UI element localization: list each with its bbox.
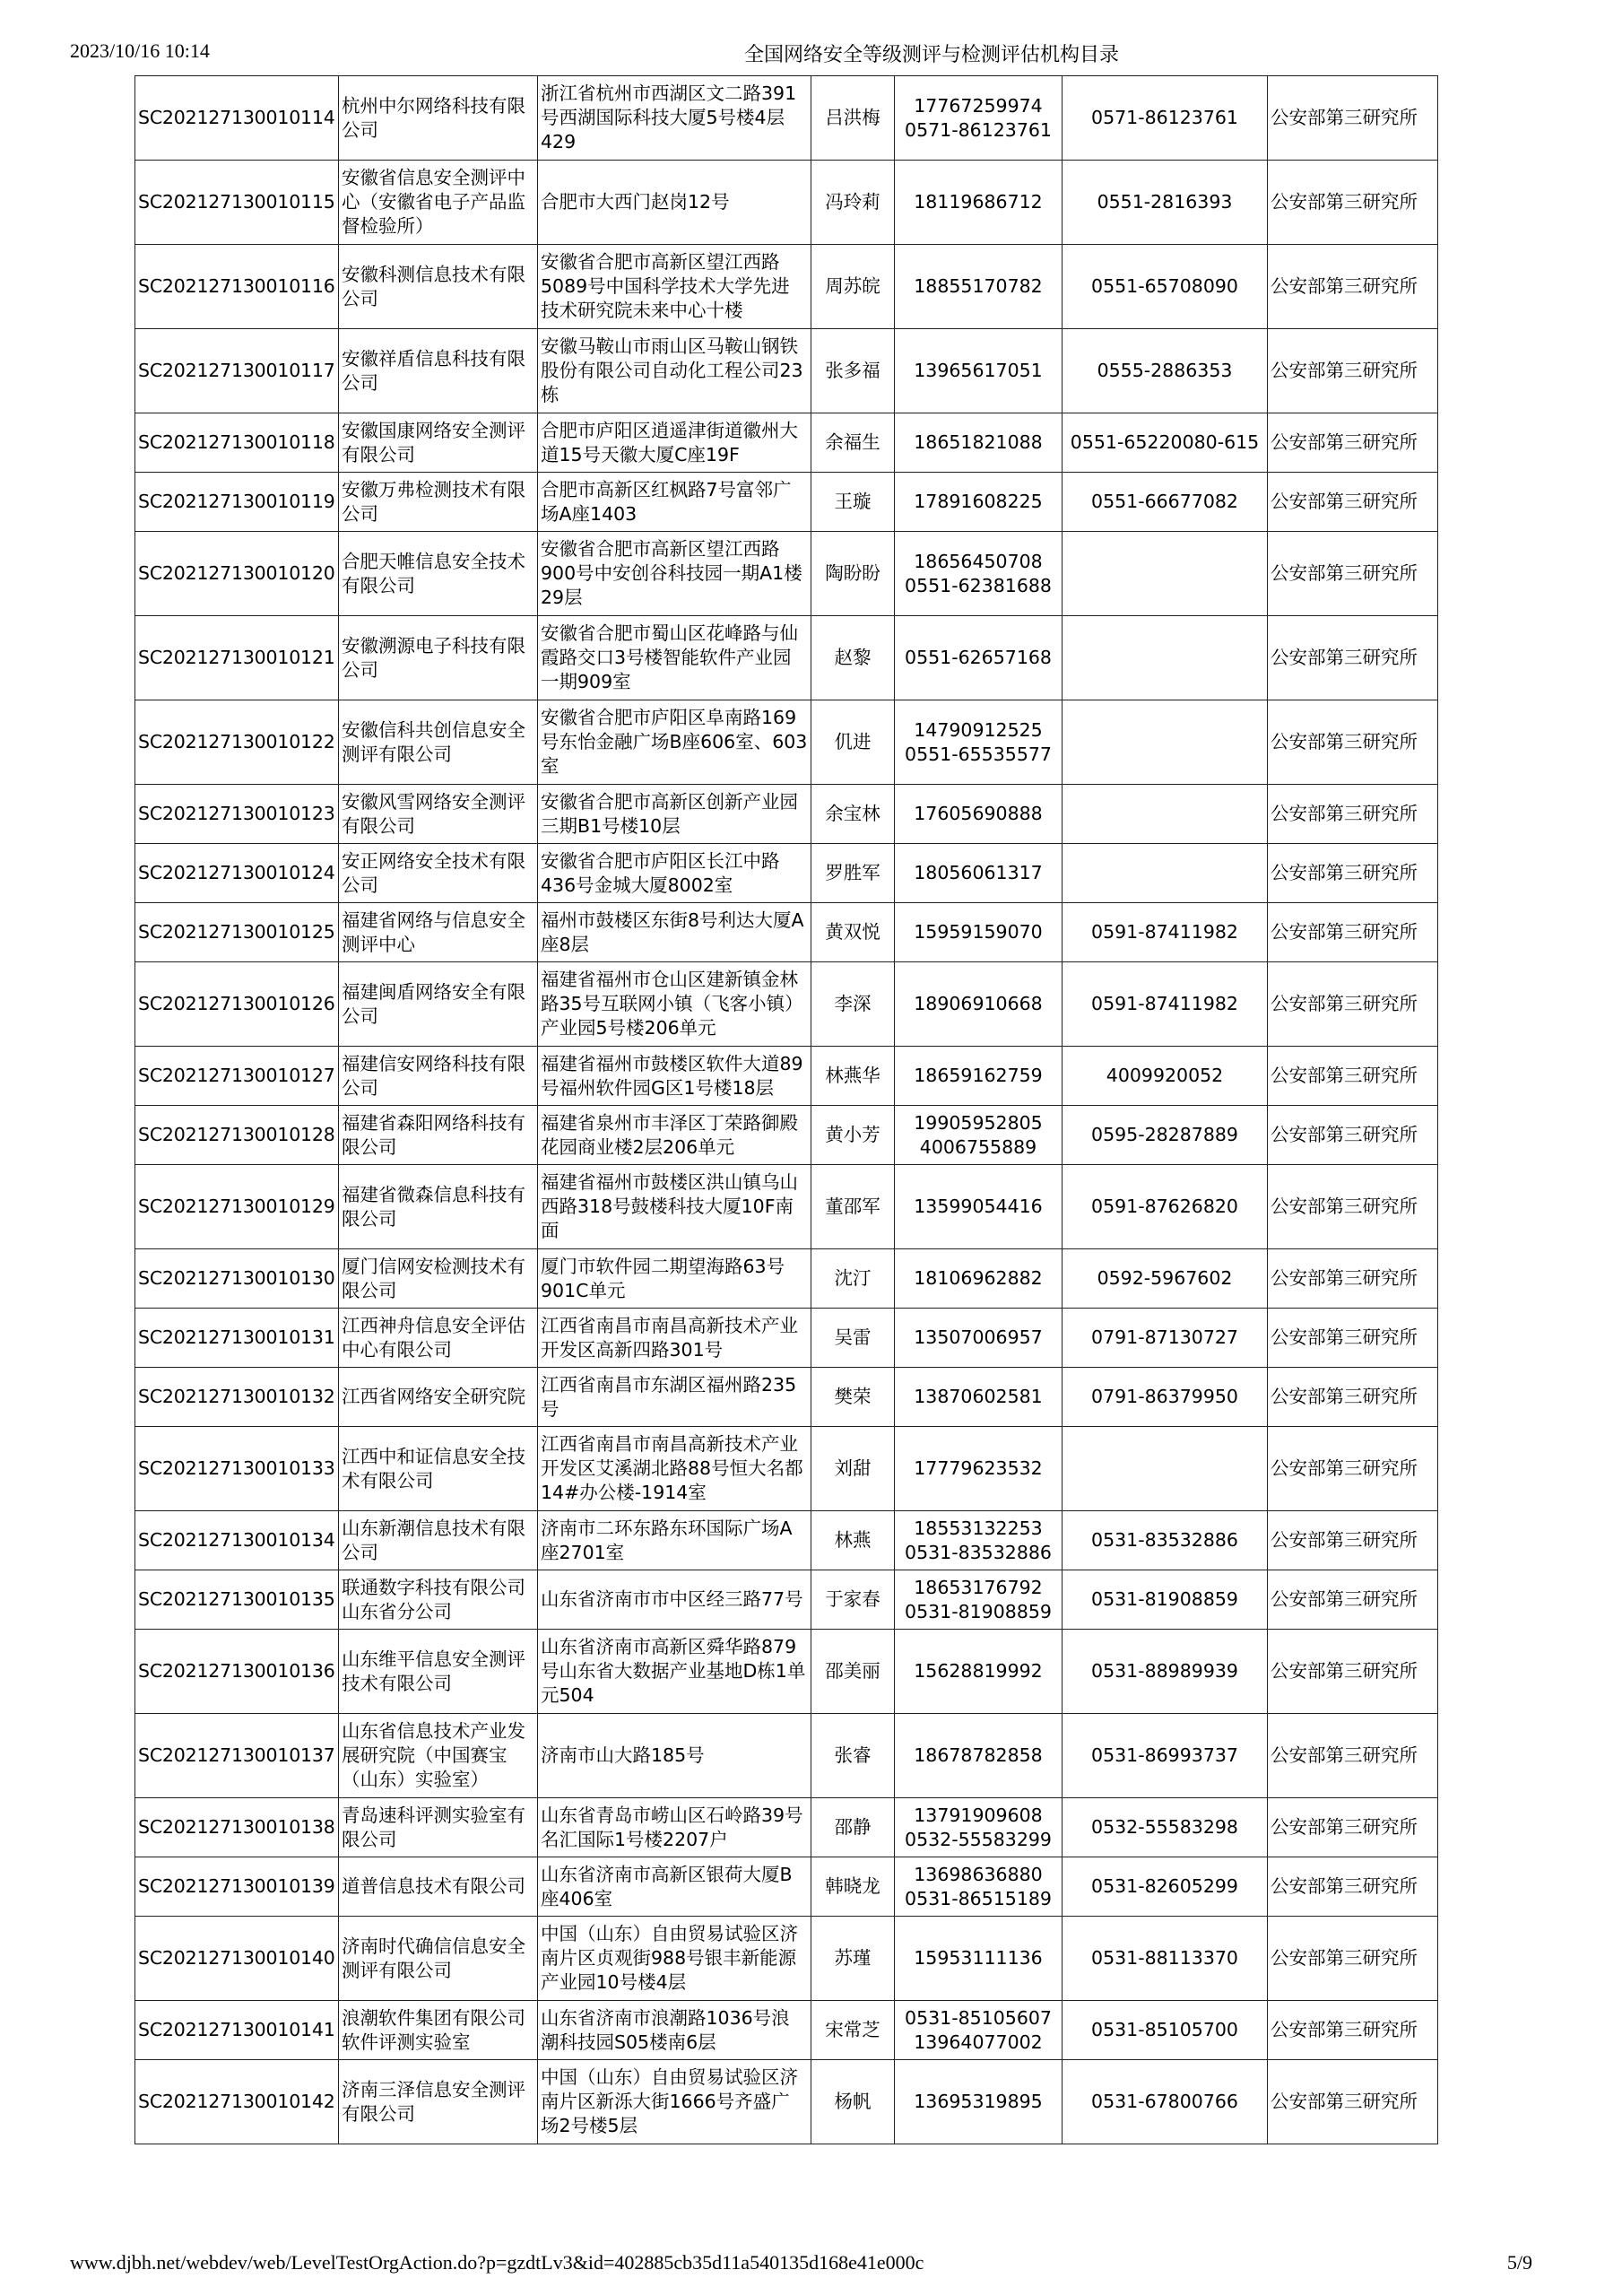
organization-name: 合肥天帷信息安全技术有限公司 — [339, 532, 538, 616]
table-row — [135, 700, 1438, 785]
office-telephone: 0551-66677082 — [1063, 473, 1268, 532]
organization-address: 济南市二环东路东环国际广场A座2701室 — [538, 1511, 811, 1570]
organization-address: 福建省福州市鼓楼区洪山镇乌山西路318号鼓楼科技大厦10F南面 — [538, 1165, 811, 1249]
table-row — [135, 616, 1438, 700]
record-code: SC202127130010137 — [135, 1714, 339, 1798]
supervising-department: 公安部第三研究所 — [1268, 785, 1438, 844]
contact-phone — [895, 473, 1063, 532]
supervising-department: 公安部第三研究所 — [1268, 532, 1438, 616]
organization-name: 福建省微森信息科技有限公司 — [339, 1165, 538, 1249]
organization-name: 福建闽盾网络安全有限公司 — [339, 962, 538, 1047]
organization-address: 合肥市高新区红枫路7号富邻广场A座1403 — [538, 473, 811, 532]
record-code: SC202127130010136 — [135, 1630, 339, 1714]
contact-person: 邵美丽 — [811, 1630, 895, 1714]
contact-person: 赵黎 — [811, 616, 895, 700]
office-telephone: 0551-65708090 — [1063, 245, 1268, 329]
table-row — [135, 1165, 1438, 1249]
supervising-department: 公安部第三研究所 — [1268, 76, 1438, 161]
phone-number: 18855170782 — [914, 275, 1043, 297]
contact-person: 吴雷 — [811, 1309, 895, 1368]
organization-name: 福建省网络与信息安全测评中心 — [339, 903, 538, 962]
organization-address: 江西省南昌市南昌高新技术产业开发区高新四路301号 — [538, 1309, 811, 1368]
contact-person: 张睿 — [811, 1714, 895, 1798]
contact-phone — [895, 844, 1063, 903]
organization-name: 杭州中尔网络科技有限公司 — [339, 76, 538, 161]
organization-address: 江西省南昌市南昌高新技术产业开发区艾溪湖北路88号恒大名都14#办公楼-1914室 — [538, 1427, 811, 1511]
record-code: SC202127130010135 — [135, 1570, 339, 1630]
contact-phone — [895, 2001, 1063, 2060]
phone-number: 18659162759 — [914, 1065, 1043, 1086]
contact-person: 王璇 — [811, 473, 895, 532]
contact-person: 林燕 — [811, 1511, 895, 1570]
table-row — [135, 1917, 1438, 2001]
phone-number: 0551-62657168 — [905, 647, 1052, 668]
organization-address: 合肥市大西门赵岗12号 — [538, 161, 811, 245]
record-code: SC202127130010132 — [135, 1368, 339, 1427]
organization-name: 安徽省信息安全测评中心（安徽省电子产品监督检验所） — [339, 161, 538, 245]
organization-address: 安徽省合肥市庐阳区长江中路436号金城大厦8002室 — [538, 844, 811, 903]
contact-person: 李深 — [811, 962, 895, 1047]
phone-number: 13698636880 — [914, 1863, 1043, 1885]
phone-number: 15628819992 — [914, 1660, 1043, 1682]
organization-name: 山东省信息技术产业发展研究院（中国赛宝（山东）实验室） — [339, 1714, 538, 1798]
contact-phone — [895, 1106, 1063, 1165]
organization-address: 安徽省合肥市高新区创新产业园三期B1号楼10层 — [538, 785, 811, 844]
table-row — [135, 1714, 1438, 1798]
table-row — [135, 1630, 1438, 1714]
contact-person: 余福生 — [811, 413, 895, 473]
office-telephone — [1063, 785, 1268, 844]
office-telephone: 0531-83532886 — [1063, 1511, 1268, 1570]
supervising-department: 公安部第三研究所 — [1268, 1714, 1438, 1798]
organization-name: 安徽万弗检测技术有限公司 — [339, 473, 538, 532]
office-telephone: 0551-65220080-615 — [1063, 413, 1268, 473]
phone-number: 13507006957 — [914, 1326, 1043, 1348]
supervising-department: 公安部第三研究所 — [1268, 700, 1438, 785]
phone-number: 18906910668 — [914, 993, 1043, 1014]
record-code: SC202127130010127 — [135, 1047, 339, 1106]
table-row — [135, 1427, 1438, 1511]
phone-number: 13599054416 — [914, 1196, 1043, 1217]
organization-name: 山东维平信息安全测评技术有限公司 — [339, 1630, 538, 1714]
contact-phone — [895, 1249, 1063, 1309]
organization-address: 山东省青岛市崂山区石岭路39号名汇国际1号楼2207户 — [538, 1798, 811, 1857]
organization-address: 山东省济南市浪潮路1036号浪潮科技园S05楼南6层 — [538, 2001, 811, 2060]
table-row — [135, 2001, 1438, 2060]
office-telephone — [1063, 844, 1268, 903]
contact-phone — [895, 903, 1063, 962]
record-code: SC202127130010140 — [135, 1917, 339, 2001]
organization-table — [134, 75, 1438, 2144]
record-code: SC202127130010116 — [135, 245, 339, 329]
table-row — [135, 245, 1438, 329]
record-code: SC202127130010131 — [135, 1309, 339, 1368]
supervising-department: 公安部第三研究所 — [1268, 329, 1438, 413]
supervising-department: 公安部第三研究所 — [1268, 1511, 1438, 1570]
office-telephone: 0595-28287889 — [1063, 1106, 1268, 1165]
organization-name: 江西中和证信息安全技术有限公司 — [339, 1427, 538, 1511]
record-code: SC202127130010120 — [135, 532, 339, 616]
contact-phone — [895, 1630, 1063, 1714]
supervising-department: 公安部第三研究所 — [1268, 1798, 1438, 1857]
phone-number: 18678782858 — [914, 1744, 1043, 1766]
contact-phone — [895, 616, 1063, 700]
record-code: SC202127130010117 — [135, 329, 339, 413]
contact-phone — [895, 1798, 1063, 1857]
table-row — [135, 1570, 1438, 1630]
record-code: SC202127130010119 — [135, 473, 339, 532]
organization-address: 安徽马鞍山市雨山区马鞍山钢铁股份有限公司自动化工程公司23栋 — [538, 329, 811, 413]
phone-number: 17779623532 — [914, 1457, 1043, 1479]
office-telephone: 0531-67800766 — [1063, 2060, 1268, 2144]
record-code: SC202127130010133 — [135, 1427, 339, 1511]
contact-person: 周苏皖 — [811, 245, 895, 329]
contact-person: 邵静 — [811, 1798, 895, 1857]
organization-name: 山东新潮信息技术有限公司 — [339, 1511, 538, 1570]
organization-address: 济南市山大路185号 — [538, 1714, 811, 1798]
record-code: SC202127130010125 — [135, 903, 339, 962]
office-telephone: 0531-88113370 — [1063, 1917, 1268, 2001]
contact-person: 于家春 — [811, 1570, 895, 1630]
table-row — [135, 1106, 1438, 1165]
supervising-department: 公安部第三研究所 — [1268, 616, 1438, 700]
supervising-department: 公安部第三研究所 — [1268, 161, 1438, 245]
record-code: SC202127130010134 — [135, 1511, 339, 1570]
supervising-department: 公安部第三研究所 — [1268, 1917, 1438, 2001]
supervising-department: 公安部第三研究所 — [1268, 1368, 1438, 1427]
supervising-department: 公安部第三研究所 — [1268, 1857, 1438, 1917]
supervising-department: 公安部第三研究所 — [1268, 1165, 1438, 1249]
organization-name: 安正网络安全技术有限公司 — [339, 844, 538, 903]
organization-address: 安徽省合肥市高新区望江西路5089号中国科学技术大学先进技术研究院未来中心十楼 — [538, 245, 811, 329]
contact-person: 董邵军 — [811, 1165, 895, 1249]
organization-name: 安徽信科共创信息安全测评有限公司 — [339, 700, 538, 785]
supervising-department: 公安部第三研究所 — [1268, 962, 1438, 1047]
organization-name: 浪潮软件集团有限公司软件评测实验室 — [339, 2001, 538, 2060]
supervising-department: 公安部第三研究所 — [1268, 1570, 1438, 1630]
office-telephone: 0551-2816393 — [1063, 161, 1268, 245]
organization-name: 青岛速科评测实验室有限公司 — [339, 1798, 538, 1857]
supervising-department: 公安部第三研究所 — [1268, 413, 1438, 473]
table-row — [135, 473, 1438, 532]
record-code: SC202127130010129 — [135, 1165, 339, 1249]
phone-number: 18656450708 — [914, 550, 1043, 572]
contact-phone — [895, 1368, 1063, 1427]
phone-number: 19905952805 — [914, 1111, 1043, 1134]
contact-phone — [895, 1917, 1063, 2001]
organization-address: 中国（山东）自由贸易试验区济南片区贞观街988号银丰新能源产业园10号楼4层 — [538, 1917, 811, 2001]
office-telephone: 0791-86379950 — [1063, 1368, 1268, 1427]
contact-phone — [895, 413, 1063, 473]
table-row — [135, 962, 1438, 1047]
office-telephone: 0531-88989939 — [1063, 1630, 1268, 1714]
contact-phone — [895, 1309, 1063, 1368]
office-telephone — [1063, 700, 1268, 785]
organization-name: 福建信安网络科技有限公司 — [339, 1047, 538, 1106]
table-row — [135, 1047, 1438, 1106]
record-code: SC202127130010139 — [135, 1857, 339, 1917]
organization-address: 厦门市软件园二期望海路63号901C单元 — [538, 1249, 811, 1309]
office-telephone: 0531-85105700 — [1063, 2001, 1268, 2060]
contact-phone — [895, 76, 1063, 161]
office-telephone: 0791-87130727 — [1063, 1309, 1268, 1368]
office-telephone: 0591-87411982 — [1063, 962, 1268, 1047]
table-row — [135, 1249, 1438, 1309]
office-telephone: 0555-2886353 — [1063, 329, 1268, 413]
table-row — [135, 161, 1438, 245]
phone-number: 4006755889 — [919, 1135, 1037, 1158]
print-datetime: 2023/10/16 10:14 — [70, 39, 210, 62]
supervising-department: 公安部第三研究所 — [1268, 1630, 1438, 1714]
contact-person: 张多福 — [811, 329, 895, 413]
organization-name: 联通数字科技有限公司山东省分公司 — [339, 1570, 538, 1630]
table-row — [135, 329, 1438, 413]
contact-phone — [895, 532, 1063, 616]
record-code: SC202127130010128 — [135, 1106, 339, 1165]
organization-address: 山东省济南市高新区舜华路879号山东省大数据产业基地D栋1单元504 — [538, 1630, 811, 1714]
contact-phone — [895, 1427, 1063, 1511]
contact-person: 沈汀 — [811, 1249, 895, 1309]
phone-number: 0551-62381688 — [905, 574, 1052, 596]
organization-address: 浙江省杭州市西湖区文二路391号西湖国际科技大厦5号楼4层429 — [538, 76, 811, 161]
organization-name: 安徽国康网络安全测评有限公司 — [339, 413, 538, 473]
contact-person: 杨帆 — [811, 2060, 895, 2144]
organization-name: 福建省森阳网络科技有限公司 — [339, 1106, 538, 1165]
supervising-department: 公安部第三研究所 — [1268, 2060, 1438, 2144]
phone-number: 18653176792 — [914, 1576, 1043, 1598]
contact-person: 吕洪梅 — [811, 76, 895, 161]
record-code: SC202127130010118 — [135, 413, 339, 473]
office-telephone: 0571-86123761 — [1063, 76, 1268, 161]
organization-address: 安徽省合肥市蜀山区花峰路与仙霞路交口3号楼智能软件产业园一期909室 — [538, 616, 811, 700]
organization-address: 福建省泉州市丰泽区丁荣路御殿花园商业楼2层206单元 — [538, 1106, 811, 1165]
contact-phone — [895, 962, 1063, 1047]
table-row — [135, 1309, 1438, 1368]
phone-number: 18056061317 — [914, 862, 1043, 883]
organization-name: 厦门信网安检测技术有限公司 — [339, 1249, 538, 1309]
contact-phone — [895, 700, 1063, 785]
contact-phone — [895, 161, 1063, 245]
table-row — [135, 1368, 1438, 1427]
organization-address: 山东省济南市高新区银荷大厦B座406室 — [538, 1857, 811, 1917]
record-code: SC202127130010126 — [135, 962, 339, 1047]
office-telephone — [1063, 532, 1268, 616]
table-row — [135, 844, 1438, 903]
record-code: SC202127130010123 — [135, 785, 339, 844]
contact-person: 林燕华 — [811, 1047, 895, 1106]
contact-person: 苏瑾 — [811, 1917, 895, 2001]
record-code: SC202127130010142 — [135, 2060, 339, 2144]
contact-phone — [895, 1570, 1063, 1630]
record-code: SC202127130010124 — [135, 844, 339, 903]
office-telephone — [1063, 616, 1268, 700]
record-code: SC202127130010121 — [135, 616, 339, 700]
contact-person: 罗胜军 — [811, 844, 895, 903]
phone-number: 18119686712 — [914, 191, 1043, 213]
office-telephone — [1063, 1427, 1268, 1511]
table-row — [135, 532, 1438, 616]
record-code: SC202127130010122 — [135, 700, 339, 785]
organization-address: 安徽省合肥市高新区望江西路900号中安创谷科技园一期A1楼29层 — [538, 532, 811, 616]
supervising-department: 公安部第三研究所 — [1268, 1106, 1438, 1165]
record-code: SC202127130010138 — [135, 1798, 339, 1857]
phone-number: 0531-86515189 — [905, 1887, 1052, 1909]
table-row — [135, 1798, 1438, 1857]
supervising-department: 公安部第三研究所 — [1268, 844, 1438, 903]
phone-number: 0531-81908859 — [905, 1600, 1052, 1622]
supervising-department: 公安部第三研究所 — [1268, 1047, 1438, 1106]
contact-person: 陶盼盼 — [811, 532, 895, 616]
record-code: SC202127130010141 — [135, 2001, 339, 2060]
contact-phone — [895, 1714, 1063, 1798]
phone-number: 17767259974 — [914, 94, 1043, 117]
contact-phone — [895, 1511, 1063, 1570]
organization-name: 安徽祥盾信息科技有限公司 — [339, 329, 538, 413]
record-code: SC202127130010115 — [135, 161, 339, 245]
contact-person: 黄双悦 — [811, 903, 895, 962]
contact-phone — [895, 329, 1063, 413]
office-telephone: 4009920052 — [1063, 1047, 1268, 1106]
organization-name: 安徽溯源电子科技有限公司 — [339, 616, 538, 700]
phone-number: 13695319895 — [914, 2091, 1043, 2112]
table-row — [135, 785, 1438, 844]
organization-address: 安徽省合肥市庐阳区阜南路169号东怡金融广场B座606室、603室 — [538, 700, 811, 785]
organization-name: 江西神舟信息安全评估中心有限公司 — [339, 1309, 538, 1368]
phone-number: 15953111136 — [914, 1947, 1043, 1969]
phone-number: 18651821088 — [914, 431, 1043, 453]
office-telephone: 0531-82605299 — [1063, 1857, 1268, 1917]
office-telephone: 0531-81908859 — [1063, 1570, 1268, 1630]
supervising-department: 公安部第三研究所 — [1268, 1309, 1438, 1368]
organization-name: 安徽风雪网络安全测评有限公司 — [339, 785, 538, 844]
document-title: 全国网络安全等级测评与检测评估机构目录 — [744, 44, 1120, 66]
contact-phone — [895, 1857, 1063, 1917]
phone-number: 0531-83532886 — [905, 1541, 1052, 1563]
organization-address: 合肥市庐阳区逍遥津街道徽州大道15号天徽大厦C座19F — [538, 413, 811, 473]
contact-person: 黄小芳 — [811, 1106, 895, 1165]
supervising-department: 公安部第三研究所 — [1268, 473, 1438, 532]
contact-person: 宋常芝 — [811, 2001, 895, 2060]
record-code: SC202127130010114 — [135, 76, 339, 161]
contact-person: 余宝林 — [811, 785, 895, 844]
office-telephone: 0531-86993737 — [1063, 1714, 1268, 1798]
table-row — [135, 1511, 1438, 1570]
phone-number: 13870602581 — [914, 1386, 1043, 1407]
supervising-department: 公安部第三研究所 — [1268, 903, 1438, 962]
organization-address: 中国（山东）自由贸易试验区济南片区新泺大街1666号齐盛广场2号楼5层 — [538, 2060, 811, 2144]
contact-person: 仉进 — [811, 700, 895, 785]
phone-number: 17605690888 — [914, 803, 1043, 824]
organization-name: 济南三泽信息安全测评有限公司 — [339, 2060, 538, 2144]
table-row — [135, 1857, 1438, 1917]
office-telephone: 0592-5967602 — [1063, 1249, 1268, 1309]
contact-phone — [895, 245, 1063, 329]
phone-number: 14790912525 — [914, 718, 1043, 741]
office-telephone: 0591-87626820 — [1063, 1165, 1268, 1249]
phone-number: 0532-55583299 — [905, 1828, 1052, 1850]
footer-url: www.djbh.net/webdev/web/LevelTestOrgAction.do?p=gzdtLv3&id=402885cb35d11a540135d168e41e000c — [70, 2251, 924, 2274]
organization-name: 济南时代确信信息安全测评有限公司 — [339, 1917, 538, 2001]
contact-phone — [895, 2060, 1063, 2144]
phone-number: 0571-86123761 — [905, 118, 1052, 141]
supervising-department: 公安部第三研究所 — [1268, 1249, 1438, 1309]
supervising-department: 公安部第三研究所 — [1268, 2001, 1438, 2060]
supervising-department: 公安部第三研究所 — [1268, 245, 1438, 329]
phone-number: 13964077002 — [914, 2031, 1043, 2053]
phone-number: 18106962882 — [914, 1267, 1043, 1289]
contact-phone — [895, 1047, 1063, 1106]
contact-person: 冯玲莉 — [811, 161, 895, 245]
phone-number: 18553132253 — [914, 1517, 1043, 1539]
phone-number: 13791909608 — [914, 1804, 1043, 1826]
phone-number: 0531-85105607 — [905, 2006, 1052, 2029]
table-row — [135, 903, 1438, 962]
office-telephone: 0591-87411982 — [1063, 903, 1268, 962]
organization-address: 福建省福州市鼓楼区软件大道89号福州软件园G区1号楼18层 — [538, 1047, 811, 1106]
phone-number: 0551-65535577 — [905, 743, 1052, 765]
organization-address: 江西省南昌市东湖区福州路235号 — [538, 1368, 811, 1427]
organization-address: 福州市鼓楼区东街8号利达大厦A座8层 — [538, 903, 811, 962]
organization-address: 山东省济南市市中区经三路77号 — [538, 1570, 811, 1630]
contact-phone — [895, 785, 1063, 844]
table-row — [135, 413, 1438, 473]
organization-name: 安徽科测信息技术有限公司 — [339, 245, 538, 329]
table-row — [135, 2060, 1438, 2144]
phone-number: 15959159070 — [914, 921, 1043, 943]
office-telephone: 0532-55583298 — [1063, 1798, 1268, 1857]
organization-address: 福建省福州市仓山区建新镇金林路35号互联网小镇（飞客小镇）产业园5号楼206单元 — [538, 962, 811, 1047]
supervising-department: 公安部第三研究所 — [1268, 1427, 1438, 1511]
phone-number: 13965617051 — [914, 360, 1043, 381]
contact-person: 刘甜 — [811, 1427, 895, 1511]
contact-person: 樊荣 — [811, 1368, 895, 1427]
table-row — [135, 76, 1438, 161]
page-number: 5/9 — [1506, 2251, 1532, 2274]
organization-name: 道普信息技术有限公司 — [339, 1857, 538, 1917]
contact-person: 韩晓龙 — [811, 1857, 895, 1917]
phone-number: 17891608225 — [914, 491, 1043, 512]
contact-phone — [895, 1165, 1063, 1249]
organization-name: 江西省网络安全研究院 — [339, 1368, 538, 1427]
record-code: SC202127130010130 — [135, 1249, 339, 1309]
